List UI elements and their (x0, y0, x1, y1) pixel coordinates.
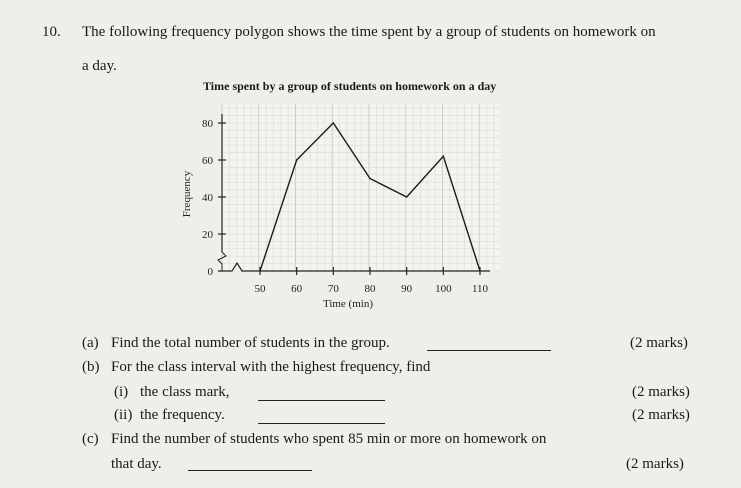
part-c-answer-blank[interactable] (188, 469, 312, 471)
part-bi-answer-blank[interactable] (258, 399, 385, 401)
x-tick-label: 60 (291, 283, 303, 295)
part-bi-text: the class mark, (140, 384, 230, 400)
plot-area (222, 104, 500, 271)
part-c-marks: (2 marks) (626, 456, 684, 472)
part-b-label: (b) (82, 359, 100, 375)
x-tick-label: 110 (471, 283, 489, 295)
part-b-text: For the class interval with the highest frequency, find (111, 359, 431, 375)
chart-title: Time spent by a group of students on homework on a day (203, 79, 497, 93)
y-tick-label: 60 (202, 155, 213, 167)
part-a-answer-blank[interactable] (427, 349, 551, 351)
question-stem-line1: The following frequency polygon shows the time spent by a group of students on homework on (82, 24, 656, 40)
question-stem-line2: a day. (82, 58, 117, 74)
part-a-label: (a) (82, 335, 99, 351)
x-tick-label: 90 (401, 283, 413, 295)
y-tick-label: 20 (202, 229, 213, 241)
part-bii-marks: (2 marks) (632, 407, 690, 423)
y-tick-label: 0 (207, 266, 213, 278)
x-tick-label: 50 (254, 283, 266, 295)
data-point (369, 178, 371, 180)
y-tick-label: 80 (202, 118, 213, 130)
x-tick-label: 100 (435, 283, 452, 295)
data-point (259, 270, 261, 272)
y-axis-label: Frequency (181, 170, 193, 218)
data-point (333, 122, 335, 124)
data-point (443, 156, 445, 158)
part-bii-answer-blank[interactable] (258, 422, 385, 424)
x-tick-label: 80 (364, 283, 376, 295)
part-a-text: Find the total number of students in the group. (111, 335, 390, 351)
part-bi-marks: (2 marks) (632, 384, 690, 400)
part-bi-label: (i) (114, 384, 129, 400)
x-axis-label: Time (min) (322, 298, 374, 310)
part-a-marks: (2 marks) (630, 335, 688, 351)
part-c-text-line2: that day. (111, 456, 162, 472)
data-point (296, 159, 298, 161)
y-tick-label: 40 (202, 192, 213, 204)
question-number: 10. (42, 24, 61, 40)
x-tick-label: 70 (327, 283, 339, 295)
data-point (479, 270, 481, 272)
part-c-text-line1: Find the number of students who spent 85 min or more on homework on (111, 431, 547, 447)
part-bii-label: (ii) (114, 407, 133, 423)
part-bii-text: the frequency. (140, 407, 225, 423)
data-point (406, 196, 408, 198)
part-c-label: (c) (82, 431, 99, 447)
